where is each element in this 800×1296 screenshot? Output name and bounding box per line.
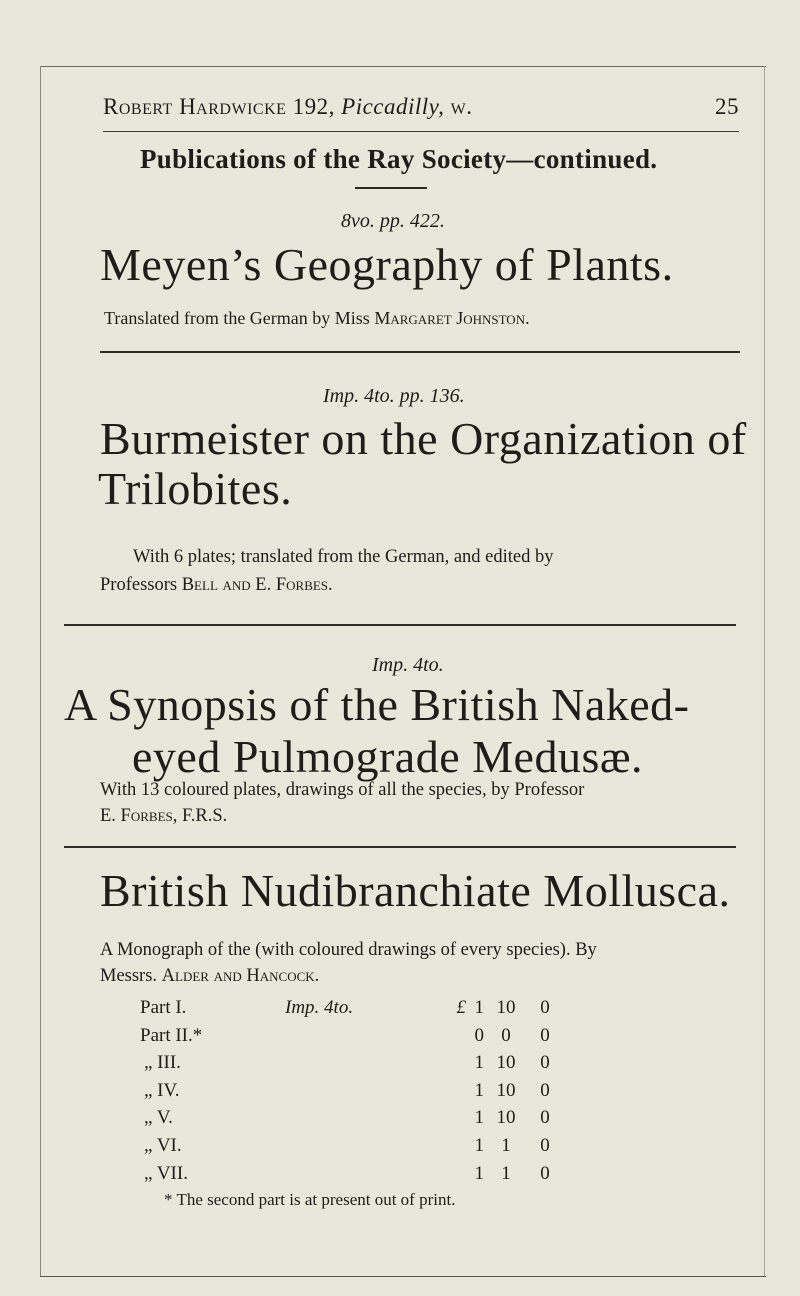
price-pounds: 1 [474, 1079, 484, 1101]
page-border-left [40, 66, 41, 1276]
entry-3-description-line-1: With 13 coloured plates, drawings of all the species, by Professor [100, 780, 585, 800]
entry-2-format: Imp. 4to. pp. 136. [323, 385, 465, 407]
part-label: „ VI. [144, 1134, 182, 1156]
table-row [140, 1107, 600, 1135]
entry-4-description-line-2: Messrs. Alder and Hancock. [100, 966, 320, 986]
price-pounds: 0 [474, 1024, 484, 1046]
price-pence: 0 [540, 1107, 550, 1129]
header-publisher-line [103, 94, 472, 120]
entry-4-title: British Nudibranchiate Mollusca. [100, 865, 731, 916]
part-label: Part I. [140, 997, 187, 1018]
entry-3-format: Imp. 4to. [372, 654, 444, 676]
price-shillings: 1 [501, 1134, 511, 1156]
price-shillings: 10 [496, 1107, 516, 1129]
price-shillings: 1 [501, 1162, 511, 1184]
part-label: „ III. [144, 1052, 181, 1074]
address-number: 192, [292, 94, 335, 119]
street-name: Piccadilly, [341, 94, 445, 119]
price-shillings: 10 [496, 997, 516, 1018]
part-label: „ V. [144, 1107, 173, 1129]
price-pounds: 1 [474, 1052, 484, 1074]
price-shillings: 0 [501, 1024, 511, 1046]
price-shillings: 10 [496, 1052, 516, 1074]
divider-1 [100, 351, 740, 353]
section-heading-rule [355, 187, 427, 189]
editors-names: Bell and E. Forbes. [181, 575, 333, 595]
price-shillings: 10 [496, 1079, 516, 1101]
price-pence: 0 [540, 997, 550, 1018]
price-pounds: 1 [474, 1162, 484, 1184]
entry-2-description-line-2: Professors Bell and E. Forbes. [100, 575, 333, 595]
authors-names: Alder and Hancock. [161, 966, 320, 986]
entry-2-title-line-2: Trilobites. [98, 463, 293, 514]
part-format: Imp. 4to. [285, 997, 354, 1018]
table-row [140, 1025, 600, 1053]
price-pounds: 1 [474, 997, 484, 1018]
table-row [140, 1052, 600, 1080]
entry-1-title: Meyen’s Geography of Plants. [100, 239, 674, 290]
footnote: * The second part is at present out of print. [164, 1190, 456, 1209]
price-pence: 0 [540, 1052, 550, 1074]
price-pounds: 1 [474, 1134, 484, 1156]
price-pence: 0 [540, 1134, 550, 1156]
publisher-name: Robert Hardwicke [103, 94, 287, 119]
price-pence: 0 [540, 1079, 550, 1101]
entry-1-format: 8vo. pp. 422. [341, 210, 445, 232]
parts-price-table [140, 997, 600, 1190]
entry-3-description-line-2 [100, 806, 227, 827]
table-row [140, 1080, 600, 1108]
entry-4-description-line-1: A Monograph of the (with coloured drawings of every species). By [100, 940, 597, 960]
price-pounds: 1 [474, 1107, 484, 1129]
part-label: „ IV. [144, 1079, 180, 1101]
entry-2-title-line-1: Burmeister on the Organization of [100, 413, 747, 464]
table-row [140, 1135, 600, 1163]
page-border-bottom [40, 1276, 766, 1277]
page-border-top [40, 66, 766, 67]
entry-3-title-line-2: eyed Pulmograde Medusæ. [132, 731, 644, 782]
running-header [103, 94, 739, 124]
price-pence: 0 [540, 1024, 550, 1046]
page-number: 25 [715, 94, 739, 119]
district: w. [450, 94, 473, 119]
part-label: „ VII. [144, 1162, 188, 1184]
author-name: E. Forbes, F.R.S. [100, 806, 228, 826]
part-label: Part II.* [140, 1024, 203, 1046]
header-rule [103, 131, 739, 132]
divider-2 [64, 624, 736, 626]
table-row [140, 997, 600, 1025]
table-row [140, 1163, 600, 1191]
section-heading: Publications of the Ray Society—continued. [140, 144, 658, 174]
translator-name: Margaret Johnston. [374, 308, 530, 328]
price-pence: 0 [540, 1162, 550, 1184]
entry-1-description: Translated from the German by Miss Margaret Johnston. [104, 308, 530, 328]
entry-3-title-line-1: A Synopsis of the British Naked- [64, 679, 690, 730]
page-border-right [764, 66, 765, 1276]
entry-2-description-line-1: With 6 plates; translated from the German, and edited by [133, 547, 554, 567]
pound-symbol: £ [456, 997, 466, 1018]
divider-3 [64, 846, 736, 848]
